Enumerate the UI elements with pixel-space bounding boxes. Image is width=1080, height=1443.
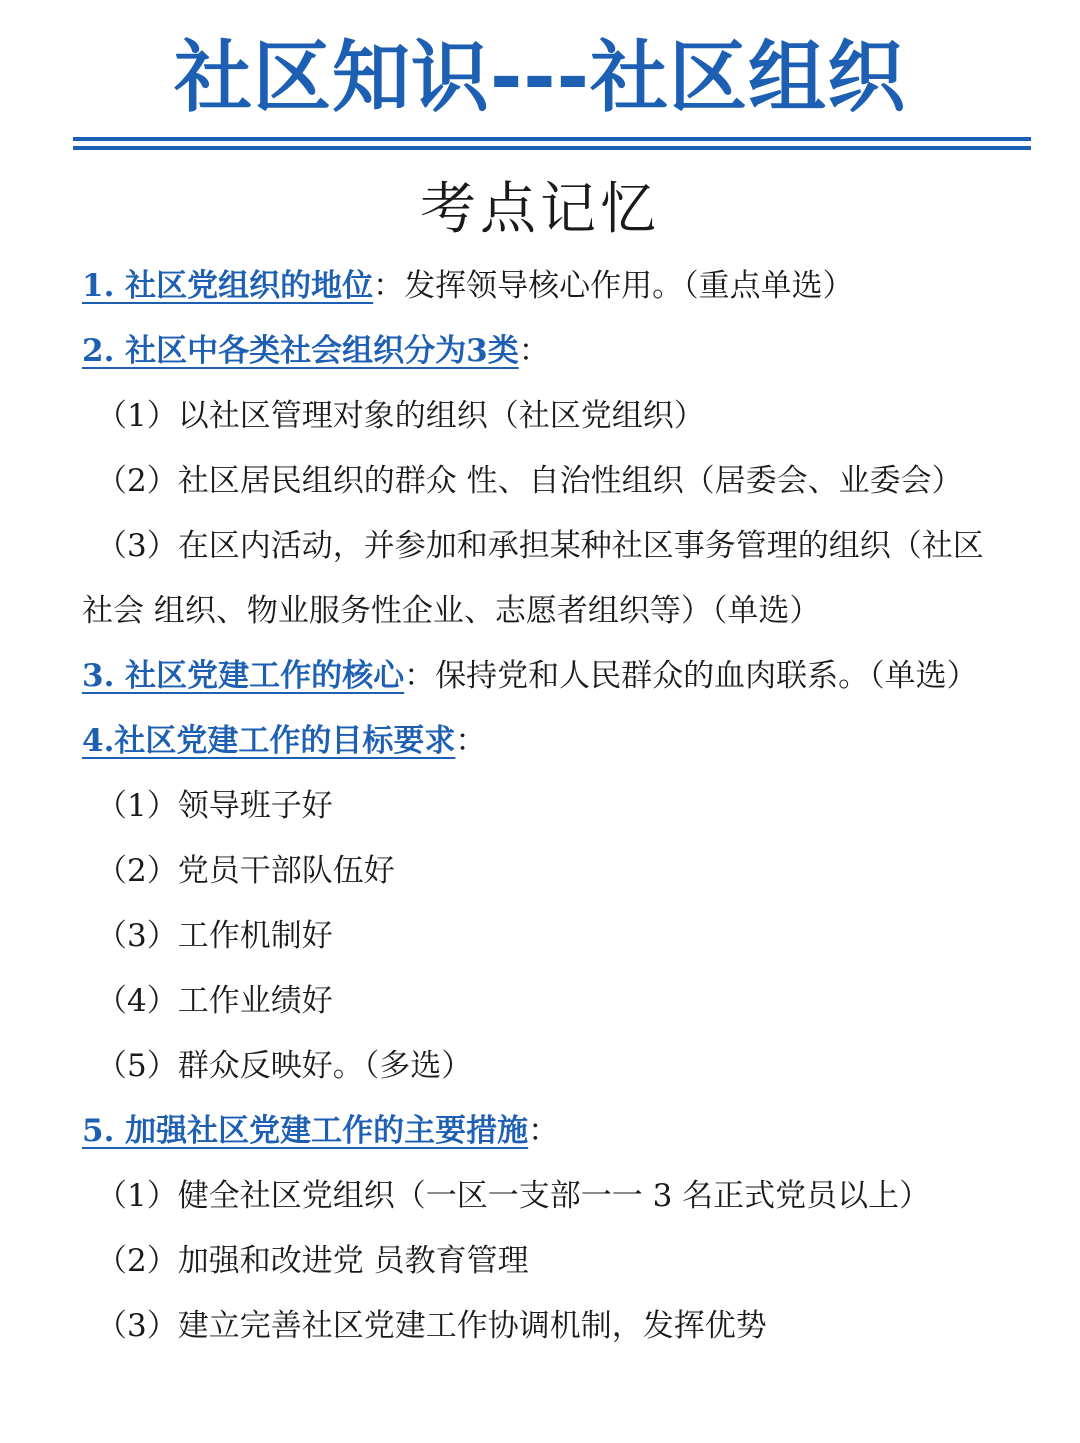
point-4-heading: 4.社区党建工作的目标要求 xyxy=(82,723,456,759)
point-2-heading: 2. 社区中各类社会组织分为3类 xyxy=(82,333,519,369)
point-5-item: （3）建立完善社区党建工作协调机制，发挥优势 xyxy=(96,1308,767,1344)
point-1-text: ：发挥领导核心作用。（重点单选） xyxy=(373,268,854,304)
point-2-text: ： xyxy=(518,333,550,369)
point-2-item: （1）以社区管理对象的组织（社区党组织） xyxy=(96,398,705,434)
point-5-heading: 5. 加强社区党建工作的主要措施 xyxy=(82,1113,529,1149)
point-5-item: （1）健全社区党组织（一区一支部一一 3 名正式党员以上） xyxy=(96,1178,931,1214)
point-4-item: （4）工作业绩好 xyxy=(96,983,333,1019)
point-4-item: （2）党员干部队伍好 xyxy=(96,853,395,889)
point-1 xyxy=(82,254,1002,319)
point-2-item: （3）在区内活动，并参加和承担某种社区事务管理的组织（社区社会 组织、物业服务性企业、志愿者组织等）（单选） xyxy=(82,528,984,629)
page-title: 社区知识---社区组织 xyxy=(173,33,907,123)
point-4-item: （1）领导班子好 xyxy=(96,788,333,824)
title-divider-top xyxy=(73,137,1031,141)
content-body xyxy=(82,254,1002,1359)
point-3-heading: 3. 社区党建工作的核心 xyxy=(82,658,405,694)
point-5 xyxy=(82,1099,1002,1164)
section-subtitle: 考点记忆 xyxy=(420,177,660,242)
point-3-text: ：保持党和人民群众的血肉联系。（单选） xyxy=(404,658,978,694)
point-4-item: （5）群众反映好。（多选） xyxy=(96,1048,473,1084)
point-2-item: （2）社区居民组织的群众 性、自治性组织（居委会、业委会） xyxy=(96,463,963,499)
point-4-item: （3）工作机制好 xyxy=(96,918,333,954)
point-5-text: ： xyxy=(528,1113,560,1149)
point-5-item: （2）加强和改进党 员教育管理 xyxy=(96,1243,529,1279)
point-3 xyxy=(82,644,1002,709)
point-4-text: ： xyxy=(455,723,487,759)
point-1-heading: 1. 社区党组织的地位 xyxy=(82,268,374,304)
point-4 xyxy=(82,709,1002,774)
title-divider-bottom xyxy=(73,146,1031,150)
point-2 xyxy=(82,319,1002,384)
